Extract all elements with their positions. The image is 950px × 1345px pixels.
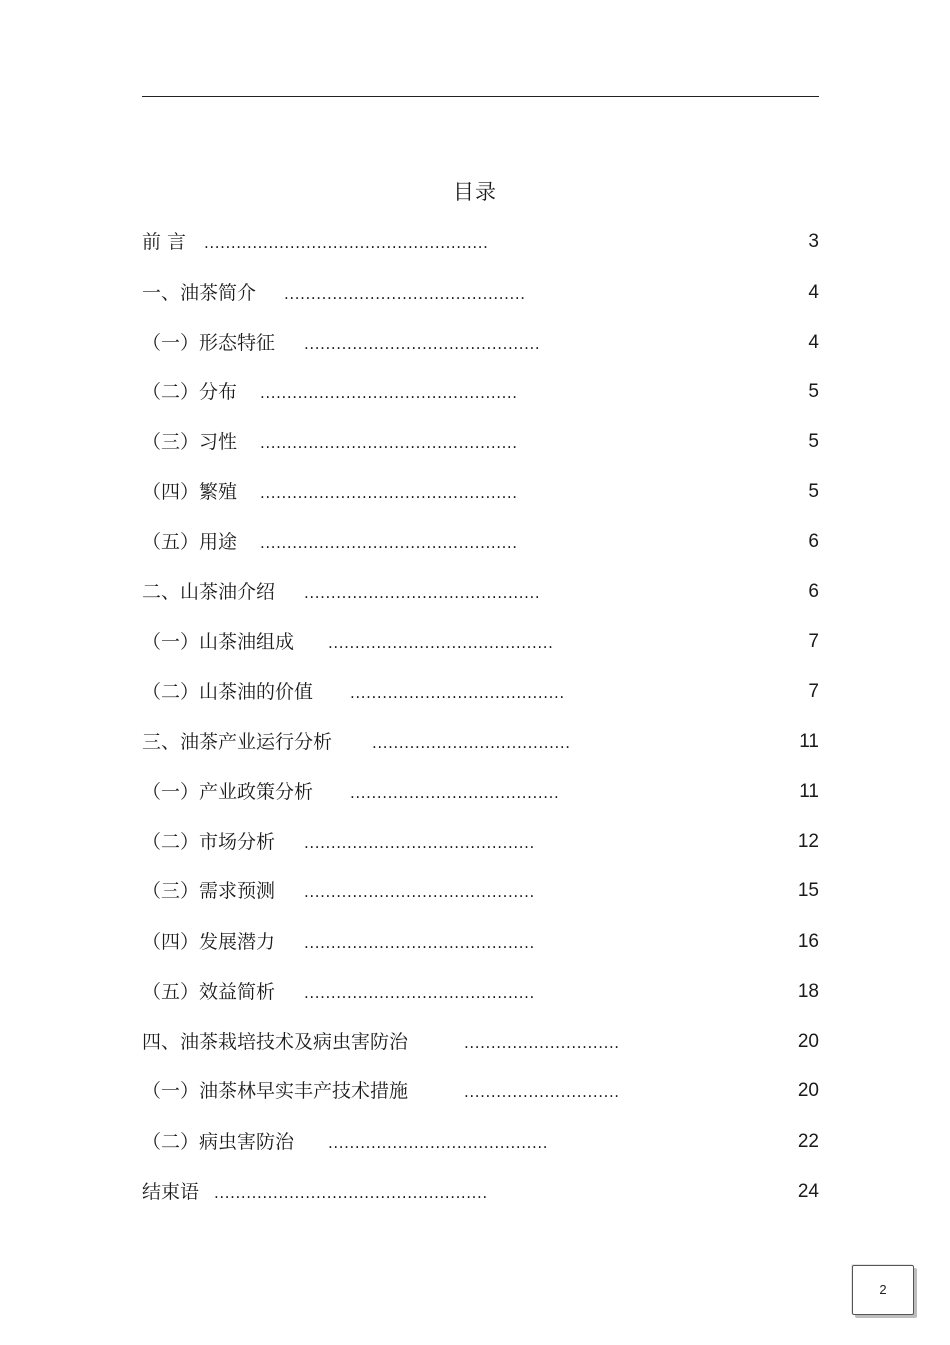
toc-entry-leader: ................................................... [214, 1184, 488, 1202]
toc-entry-page: 12 [797, 831, 819, 852]
toc-entry-page: 15 [797, 880, 819, 901]
toc-entry[interactable] [142, 478, 819, 508]
toc-entry[interactable] [142, 978, 819, 1008]
toc-entry-leader: ........................................... [304, 883, 535, 901]
toc-entry-page: 6 [808, 531, 819, 552]
toc-entry-label: （四）发展潜力 [142, 931, 276, 953]
toc-entry-leader: ............................................ [304, 584, 541, 602]
toc-entry-label: （二）病虫害防治 [142, 1131, 295, 1153]
toc-entry[interactable] [142, 728, 819, 758]
toc-entry-page: 11 [799, 781, 819, 802]
toc-entry-leader: ........................................... [304, 834, 535, 852]
toc-entry-page: 16 [797, 931, 819, 952]
toc-entry-leader: ................................................ [260, 384, 518, 402]
toc-entry[interactable] [142, 428, 819, 458]
toc-entry-label: （一）油茶林早实丰产技术措施 [142, 1080, 409, 1102]
page-title: 目录 [453, 180, 497, 204]
toc-entry[interactable] [142, 678, 819, 708]
toc-entry-leader: ............................. [464, 1083, 620, 1101]
toc-entry[interactable] [142, 828, 819, 858]
toc-entry-leader: ........................................... [304, 984, 535, 1002]
toc-entry-leader: ..................................................... [204, 234, 489, 252]
toc-entry-label: （一）形态特征 [142, 332, 276, 354]
toc-entry-leader: ........................................... [304, 934, 535, 952]
toc-entry-label: （五）用途 [142, 531, 238, 553]
toc-entry[interactable] [142, 378, 819, 408]
toc-entry-label: 四、油茶栽培技术及病虫害防治 [142, 1031, 409, 1053]
toc-entry[interactable] [142, 578, 819, 608]
toc-entry[interactable] [142, 528, 819, 558]
toc-entry-leader: ........................................ [350, 684, 565, 702]
toc-entry-label: 结束语 [142, 1181, 200, 1203]
toc-entry[interactable] [142, 1178, 819, 1208]
toc-entry-page: 24 [797, 1181, 819, 1202]
toc-entry-label: 二、山茶油介绍 [142, 581, 276, 603]
toc-entry[interactable] [142, 228, 819, 258]
toc-entry[interactable] [142, 628, 819, 658]
toc-entry-leader: .......................................... [328, 634, 554, 652]
toc-entry-label: （二）市场分析 [142, 831, 276, 853]
toc-entry-label: （二）分布 [142, 381, 238, 403]
toc-entry-label: （一）产业政策分析 [142, 781, 314, 803]
toc-entry-leader: ................................................ [260, 484, 518, 502]
toc-entry-page: 22 [797, 1131, 819, 1152]
toc-entry-label: 一、油茶简介 [142, 282, 257, 304]
toc-entry-label: （四）繁殖 [142, 481, 238, 503]
toc-entry[interactable] [142, 877, 819, 907]
toc-entry-leader: ..................................... [372, 734, 571, 752]
toc-entry[interactable] [142, 778, 819, 808]
toc-entry-page: 4 [808, 332, 819, 353]
toc-entry-leader: ............................................ [304, 335, 541, 353]
toc-entry-leader: ....................................... [350, 784, 560, 802]
toc-entry-label: 前 言 [142, 231, 187, 253]
toc-entry[interactable] [142, 1128, 819, 1158]
toc-entry-page: 7 [808, 681, 819, 702]
toc-entry-page: 3 [808, 231, 819, 252]
toc-entry-page: 11 [799, 731, 819, 752]
toc-entry-page: 20 [797, 1031, 819, 1052]
toc-entry[interactable] [142, 1028, 819, 1058]
toc-entry-page: 20 [797, 1080, 819, 1101]
toc-entry-page: 4 [808, 282, 819, 303]
toc-entry-page: 6 [808, 581, 819, 602]
toc-entry-label: （三）需求预测 [142, 880, 276, 902]
toc-entry-leader: ............................................. [284, 285, 526, 303]
toc-entry-label: （一）山茶油组成 [142, 631, 295, 653]
toc-entry-page: 5 [808, 431, 819, 452]
toc-entry-label: （二）山茶油的价值 [142, 681, 314, 703]
toc-entry-leader: ............................. [464, 1034, 620, 1052]
toc-entry-label: （五）效益简析 [142, 981, 276, 1003]
toc-entry-page: 7 [808, 631, 819, 652]
toc-entry[interactable] [142, 1077, 819, 1107]
toc-entry-page: 5 [808, 381, 819, 402]
toc-entry-leader: ......................................... [328, 1134, 549, 1152]
toc-entry[interactable] [142, 279, 819, 309]
header-rule [142, 96, 819, 97]
toc-entry[interactable] [142, 928, 819, 958]
toc-entry-leader: ................................................ [260, 534, 518, 552]
toc-entry[interactable] [142, 329, 819, 359]
toc-entry-page: 18 [797, 981, 819, 1002]
toc-entry-label: 三、油茶产业运行分析 [142, 731, 333, 753]
page-number-badge: 2 [852, 1265, 914, 1315]
toc-entry-leader: ................................................ [260, 434, 518, 452]
toc-entry-label: （三）习性 [142, 431, 238, 453]
toc-entry-page: 5 [808, 481, 819, 502]
